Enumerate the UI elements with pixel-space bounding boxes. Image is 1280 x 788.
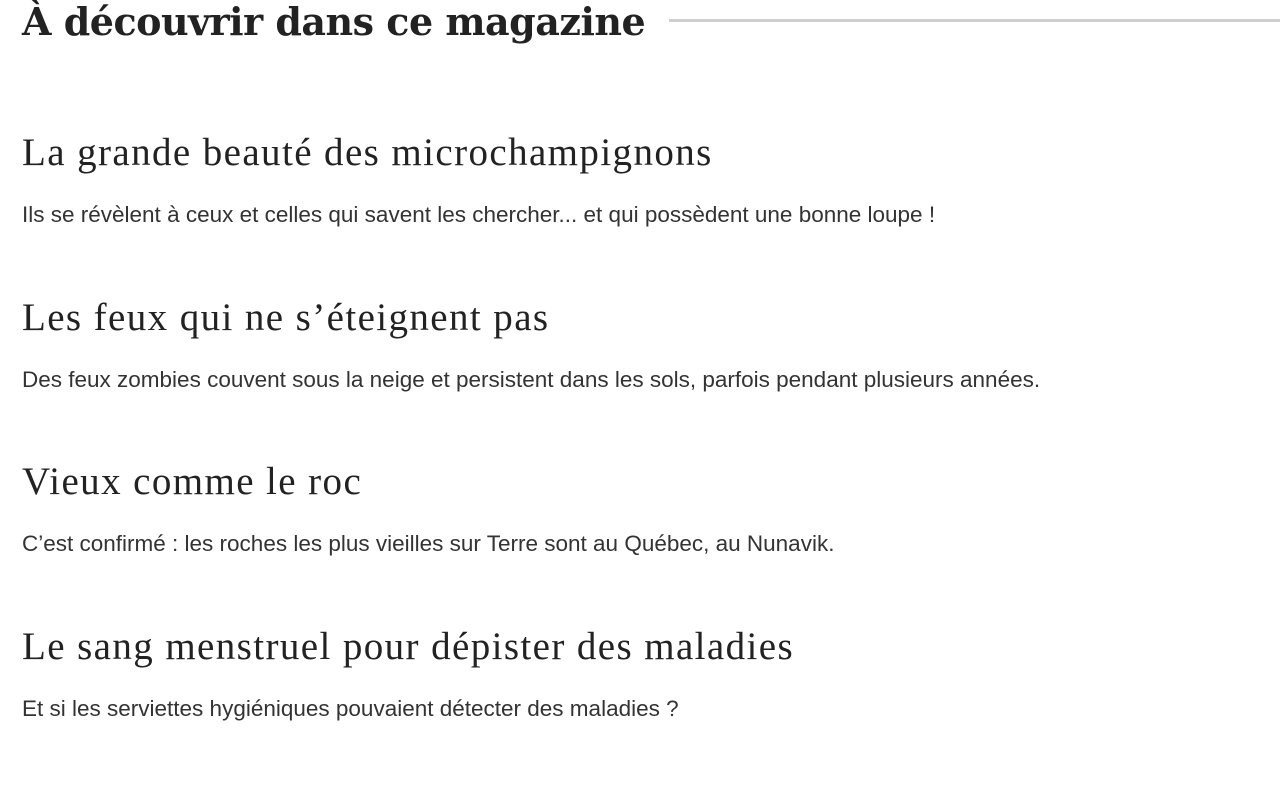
article-list (22, 130, 1252, 788)
article-item (22, 624, 1252, 788)
article-item (22, 295, 1252, 460)
article-summary: Et si les serviettes hygiéniques pouvaient détecter des maladies ? (22, 694, 679, 724)
article-item (22, 459, 1252, 624)
article-summary: Ils se révèlent à ceux et celles qui savent les chercher... et qui possèdent une bonne loupe ! (22, 200, 935, 230)
article-item (22, 130, 1252, 295)
article-summary: C’est confirmé : les roches les plus vieilles sur Terre sont au Québec, au Nunavik. (22, 529, 834, 559)
article-title-link[interactable]: Les feux qui ne s’éteignent pas (22, 295, 550, 341)
article-title-link[interactable]: La grande beauté des microchampignons (22, 130, 713, 176)
article-summary: Des feux zombies couvent sous la neige et persistent dans les sols, parfois pendant plusieurs années. (22, 365, 1040, 395)
section-header (22, 0, 1280, 50)
article-title-link[interactable]: Le sang menstruel pour dépister des maladies (22, 624, 794, 670)
section-divider (669, 19, 1280, 22)
article-title-link[interactable]: Vieux comme le roc (22, 459, 362, 505)
section-title: À découvrir dans ce magazine (22, 0, 645, 46)
